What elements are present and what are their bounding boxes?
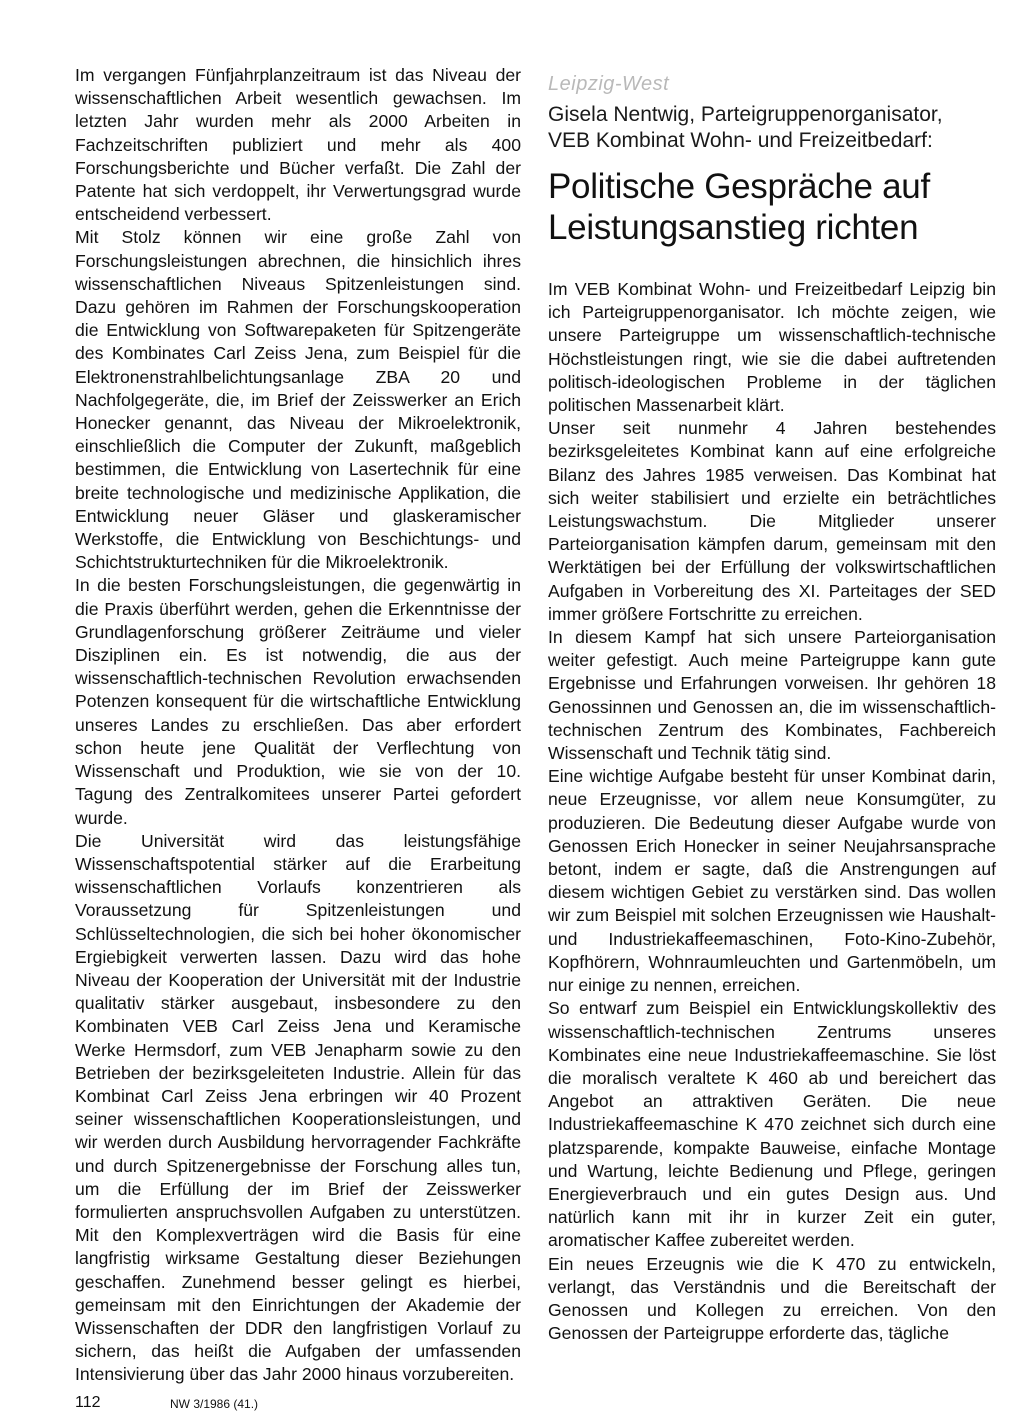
right-paragraph-3: In diesem Kampf hat sich unsere Parteiorganisation weiter gefestigt. Auch meine Parteigruppe kann gute Ergebnisse und Erfahrungen vorweisen. Ihr gehören 18 Genossinnen und Genossen an, die im wissenschaftlich-technischen Zentrum des Kombinates, Fachbereich Wissenschaft und Technik tätig sind.	[548, 627, 996, 764]
byline-line-1: Gisela Nentwig, Parteigruppenorganisator,	[548, 103, 943, 126]
article-headline	[548, 166, 996, 248]
left-column	[75, 64, 521, 1387]
right-paragraph-2: Unser seit nunmehr 4 Jahren bestehendes bezirksgeleitetes Kombinat kann auf eine erfolgreiche Bilanz des Jahres 1985 verweisen. Das Kombinat hat sich weiter stabilisiert und erzielte ein beträchtliches Leistungswachstum. Die Mitglieder unserer Parteiorganisation kämpfen darum, gemeinsam mit den Werktätigen bei der Erfüllung der volkswirtschaftlichen Aufgaben in Vorbereitung des XI. Parteitages der SED immer größere Fortschritte zu erreichen.	[548, 418, 996, 624]
left-paragraph-1: Im vergangen Fünfjahrplanzeitraum ist das Niveau der wissenschaftlichen Arbeit wesentlich gewachsen. Im letzten Jahr wurden mehr als 2000 Arbeiten in Fachzeitschriften publiziert und mehr als 400 Forschungsberichte und Bücher verfaßt. Die Zahl der Patente hat sich verdoppelt, ihr Verwertungsgrad wurde entscheidend verbessert.	[75, 65, 521, 225]
right-paragraph-4: Eine wichtige Aufgabe besteht für unser Kombinat darin, neue Erzeugnisse, vor allem neue Konsumgüter, zu produzieren. Die Bedeutung dieser Aufgabe wurde von Genossen Erich Honecker in seiner Neujahrsansprache betont, indem er sagte, daß die Anstrengungen auf diesem wichtigen Gebiet zu verstärken sind. Das wollen wir zum Beispiel mit solchen Erzeugnissen wie Haushalt- und Industriekaffeemaschinen, Foto-Kino-Zubehör, Kopfhörern, Wohnraumleuchten und Gartenmöbeln, um nur einige zu nennen, erreichen.	[548, 766, 996, 996]
byline-line-2: VEB Kombinat Wohn- und Freizeitbedarf:	[548, 129, 933, 152]
issue-reference: NW 3/1986 (41.)	[170, 1397, 259, 1411]
right-paragraph-5: So entwarf zum Beispiel ein Entwicklungskollektiv des wissenschaftlich-technischen Zentrums unseres Kombinates eine neue Industriekaffeemaschine. Sie löst die moralisch veraltete K 460 ab und bereichert das Angebot an attraktiven Geräten. Die neue Industriekaffeemaschine K 470 zeichnet sich durch eine platzsparende, kompakte Bauweise, einfache Montage und Wartung, leichte Bedienung und Pflege, geringen Energieverbrauch und ein gutes Design aus. Und natürlich kann mit ihr in kurzer Zeit ein guter, aromatischer Kaffee zubereitet werden.	[548, 998, 996, 1251]
section-kicker: Leipzig-West	[548, 73, 670, 95]
left-paragraph-3: In die besten Forschungsleistungen, die gegenwärtig in die Praxis überführt werden, gehen die Erkenntnisse der Grundlagenforschung größerer Zeiträume und vieler Disziplinen ein. Es ist notwendig, die aus der wissenschaftlich-technischen Revolution erwachsenden Potenzen konsequent für die wirtschaftliche Entwicklung unseres Landes zu erschließen. Das aber erfordert schon heute jene Qualität der Verflechtung von Wissenschaft und Produktion, wie sie von der 10. Tagung des Zentralkomitees unserer Partei gefordert wurde.	[75, 575, 521, 828]
right-column	[548, 64, 996, 1345]
page-footer	[75, 1394, 259, 1412]
right-paragraph-1: Im VEB Kombinat Wohn- und Freizeitbedarf Leipzig bin ich Parteigruppenorganisator. Ich möchte zeigen, wie unsere Parteigruppe um wissenschaftlich-technische Höchstleistungen ringt, wie sie die dabei auftretenden politisch-ideologischen Probleme in der täglichen politischen Massenarbeit klärt.	[548, 279, 996, 416]
headline-line-1: Politische Gespräche auf	[548, 167, 930, 206]
page-number: 112	[75, 1394, 101, 1411]
headline-line-2: Leistungsanstieg richten	[548, 208, 919, 247]
author-byline	[548, 102, 996, 154]
left-paragraph-4: Die Universität wird das leistungsfähige Wissenschaftspotential stärker auf die Erarbeitung wissenschaftlichen Vorlaufs konzentrieren als Voraussetzung für Spitzenleistungen und Schlüsseltechnologien, die sich bei hoher ökonomischer Ergiebigkeit verwerten lassen. Dazu wird das hohe Niveau der Kooperation der Universität mit der Industrie qualitativ stärker ausgebaut, insbesondere zu den Kombinaten VEB Carl Zeiss Jena und Keramische Werke Hermsdorf, zum VEB Jenapharm sowie zu den Betrieben der bezirksgeleiteten Industrie. Allein für das Kombinat Carl Zeiss Jena erbringen wir 40 Prozent seiner wissenschaftlichen Kooperationsleistungen, und wir werden durch Ausbildung hervorragender Fachkräfte und durch Spitzenergebnisse der Forschung alles tun, um die Erfüllung der im Brief der Zeisswerker formulierten anspruchsvollen Aufgaben zu unterstützen. Mit den Komplexverträgen wird die Basis für eine langfristig wirksame Gestaltung dieser Beziehungen geschaffen. Zunehmend besser gelingt es hierbei, gemeinsam mit den Einrichtungen der Akademie der Wissenschaften der DDR den langfristigen Vorlauf zu sichern, das heißt die Aufgaben der umfassenden Intensivierung über das Jahr 2000 hinaus vorzubereiten.	[75, 830, 521, 1385]
left-paragraph-2: Mit Stolz können wir eine große Zahl von Forschungsleistungen abrechnen, die hinsichlich ihres wissenschaftlichen Niveaus Spitzenleistungen sind. Dazu gehören im Rahmen der Forschungskooperation die Entwicklung von Softwarepaketen für Spitzengeräte des Kombinates Carl Zeiss Jena, zum Beispiel für die Elektronenstrahlbelichtungsanlage ZBA 20 und Nachfolgegeräte, die, im Brief der Zeisswerker an Erich Honecker genannt, das Niveau der Mikroelektronik, einschließlich die Computer der Zukunft, maßgeblich bestimmen, die Entwicklung von Lasertechnik für eine breite technologische und medizinische Applikation, die Entwicklung neuer Gläser und glaskeramischer Werkstoffe, die Entwicklung von Beschichtungs- und Schichtstrukturtechniken für die Mikroelektronik.	[75, 227, 521, 573]
right-paragraph-6: Ein neues Erzeugnis wie die K 470 zu entwickeln, verlangt, das Verständnis und die Bereitschaft der Genossen und Kollegen zu erreichen. Von den Genossen der Parteigruppe erforderte das, tägliche	[548, 1253, 996, 1344]
